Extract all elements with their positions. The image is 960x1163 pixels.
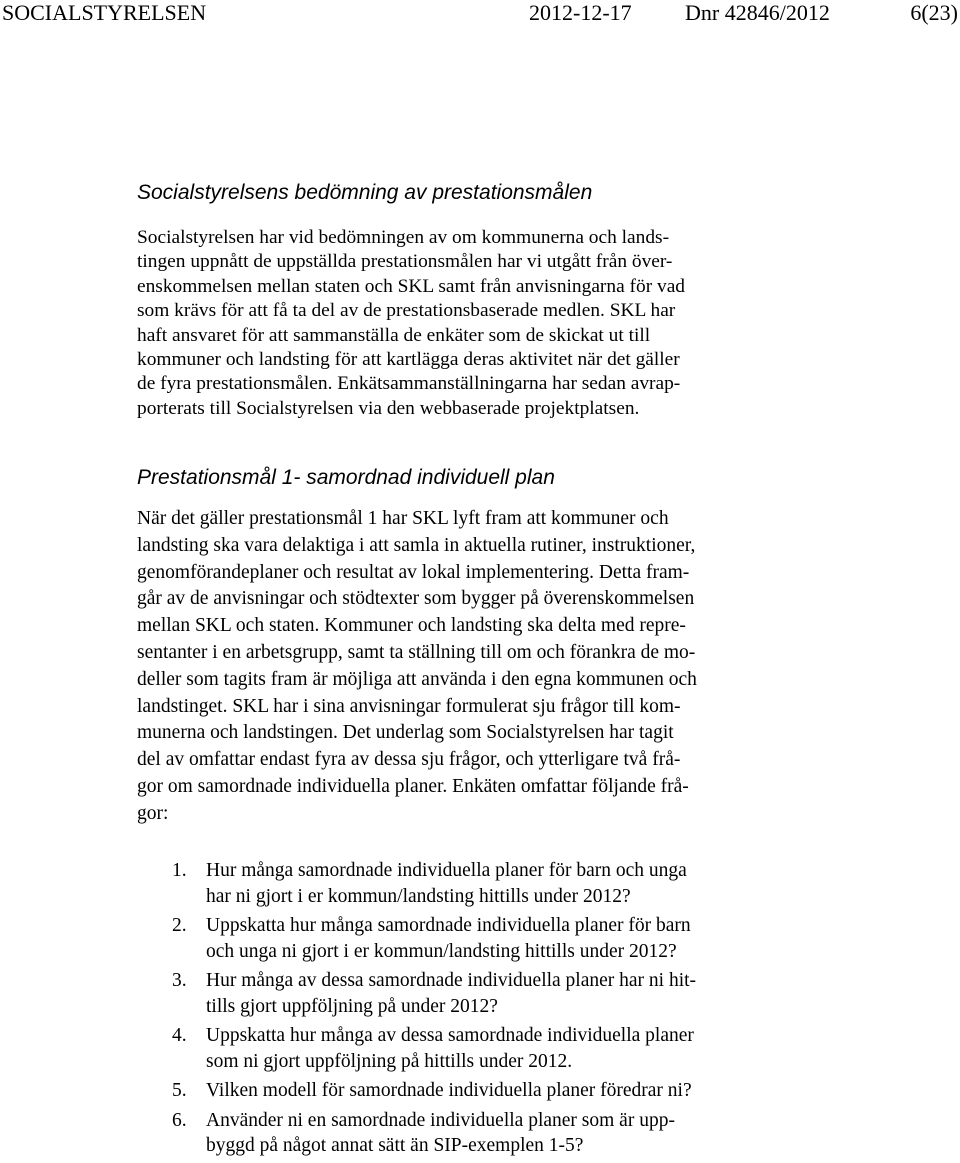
paragraph-line: munerna och landstingen. Det underlag som Socialstyrelsen har tagit	[137, 722, 674, 744]
list-item-line: Uppskatta hur många samordnade individuella planer för barn	[206, 915, 691, 936]
list-item-line: tills gjort uppföljning på under 2012?	[206, 995, 498, 1017]
list-item	[0, 1023, 960, 1074]
paragraph-line: deller som tagits fram är möjliga att använda i den egna kommunen och	[137, 668, 697, 690]
question-list	[0, 858, 960, 1163]
paragraph-line: gor:	[137, 802, 169, 824]
section-heading-assessment: Socialstyrelsens bedömning av prestationsmålen	[137, 181, 593, 204]
list-item-number: 6.	[172, 1109, 187, 1131]
list-item-line: Uppskatta hur många av dessa samordnade individuella planer	[206, 1025, 694, 1046]
list-item-number: 4.	[172, 1025, 187, 1046]
paragraph-line: sentanter i en arbetsgrupp, samt ta ställning till om och förankra de mo-	[137, 641, 696, 663]
list-item-line: och unga ni gjort i er kommun/landsting hittills under 2012?	[206, 940, 677, 962]
paragraph-line: När det gäller prestationsmål 1 har SKL lyft fram att kommuner och	[137, 508, 669, 529]
paragraph-line: går av de anvisningar och stödtexter som bygger på överenskommelsen	[137, 588, 695, 610]
paragraph-line: landstinget. SKL har i sina anvisningar formulerat sju frågor till kom-	[137, 695, 681, 717]
header-document-number: Dnr 42846/2012	[685, 0, 830, 25]
list-item-number: 2.	[172, 915, 187, 936]
paragraph-line: kommuner och landsting för att kartlägga deras aktivitet när det gäller	[137, 349, 680, 371]
list-item	[0, 968, 960, 1019]
header-page-number: 6(23)	[910, 0, 958, 25]
list-item-line: Hur många samordnade individuella planer för barn och unga	[206, 860, 687, 881]
paragraph-line: mellan SKL och staten. Kommuner och landsting ska delta med repre-	[137, 615, 686, 637]
section-heading-goal-1: Prestationsmål 1- samordnad individuell plan	[137, 466, 555, 489]
list-item	[0, 1108, 960, 1159]
paragraph-line: tingen uppnått de uppställda prestationsmålen har vi utgått från över-	[137, 251, 673, 273]
paragraph-line: genomförandeplaner och resultat av lokal implementering. Detta fram-	[137, 561, 690, 583]
list-item-line: Hur många av dessa samordnade individuella planer har ni hit-	[206, 970, 697, 991]
paragraph-line: enskommelsen mellan staten och SKL samt från anvisningarna för vad	[137, 275, 685, 297]
list-item	[0, 858, 960, 909]
paragraph-goal-1	[137, 506, 827, 828]
list-item	[0, 1078, 960, 1104]
list-item-line: Använder ni en samordnade individuella planer som är upp-	[206, 1109, 675, 1131]
list-item-number: 3.	[172, 970, 187, 991]
paragraph-line: porterats till Socialstyrelsen via den webbaserade projektplatsen.	[137, 397, 640, 419]
paragraph-line: som krävs för att få ta del av de prestationsbaserade medlen. SKL har	[137, 300, 676, 322]
list-item	[0, 913, 960, 964]
list-item-line: Vilken modell för samordnade individuella planer föredrar ni?	[206, 1080, 692, 1101]
paragraph-line: del av omfattar endast fyra av dessa sju frågor, och ytterligare två frå-	[137, 749, 681, 771]
paragraph-assessment	[137, 226, 827, 421]
paragraph-line: Socialstyrelsen har vid bedömningen av om kommunerna och lands-	[137, 227, 670, 248]
paragraph-line: de fyra prestationsmålen. Enkätsammanställningarna har sedan avrap-	[137, 373, 681, 395]
list-item-line: byggd på något annat sätt än SIP-exemplen 1-5?	[206, 1135, 584, 1156]
paragraph-line: landsting ska vara delaktiga i att samla in aktuella rutiner, instruktioner,	[137, 534, 696, 556]
list-item-line: som ni gjort uppföljning på hittills under 2012.	[206, 1050, 573, 1072]
paragraph-line: haft ansvaret för att sammanställa de enkäter som de skickat ut till	[137, 324, 651, 346]
header-date: 2012-12-17	[529, 0, 632, 25]
list-item-number: 1.	[172, 860, 187, 881]
header-organization: SOCIALSTYRELSEN	[2, 0, 207, 25]
list-item-number: 5.	[172, 1080, 187, 1101]
paragraph-line: gor om samordnade individuella planer. Enkäten omfattar följande frå-	[137, 775, 689, 797]
page-header	[0, 0, 960, 30]
list-item-line: har ni gjort i er kommun/landsting hittills under 2012?	[206, 885, 631, 907]
